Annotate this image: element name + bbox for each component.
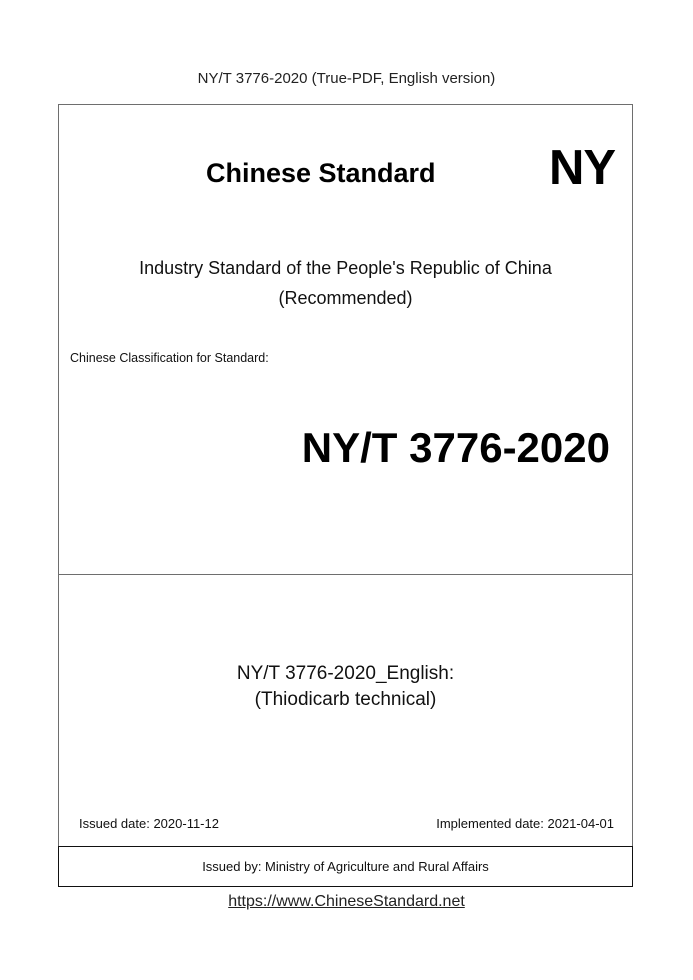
cover-frame [58, 104, 633, 887]
website-link[interactable]: https://www.ChineseStandard.net [228, 893, 465, 910]
issuing-authority: Issued by: Ministry of Agriculture and Rural Affairs [202, 859, 489, 874]
series-mark: NY [549, 141, 616, 195]
english-title-line: NY/T 3776-2020_English: [236, 663, 455, 684]
standard-number: NY/T 3776-2020 [301, 424, 610, 471]
issued-date: Issued date: 2020-11-12 [79, 816, 219, 831]
english-title-subject: (Thiodicarb technical) [254, 689, 437, 710]
issuing-authority-box [58, 846, 633, 887]
implemented-date: Implemented date: 2021-04-01 [436, 816, 614, 831]
section-divider [58, 574, 633, 575]
industry-standard-line: Industry Standard of the People's Republic of China [139, 258, 552, 278]
classification-label: Chinese Classification for Standard: [70, 351, 269, 365]
document-header: NY/T 3776-2020 (True-PDF, English version) [197, 70, 496, 87]
recommended-label: (Recommended) [278, 288, 413, 308]
series-title: Chinese Standard [206, 158, 436, 188]
